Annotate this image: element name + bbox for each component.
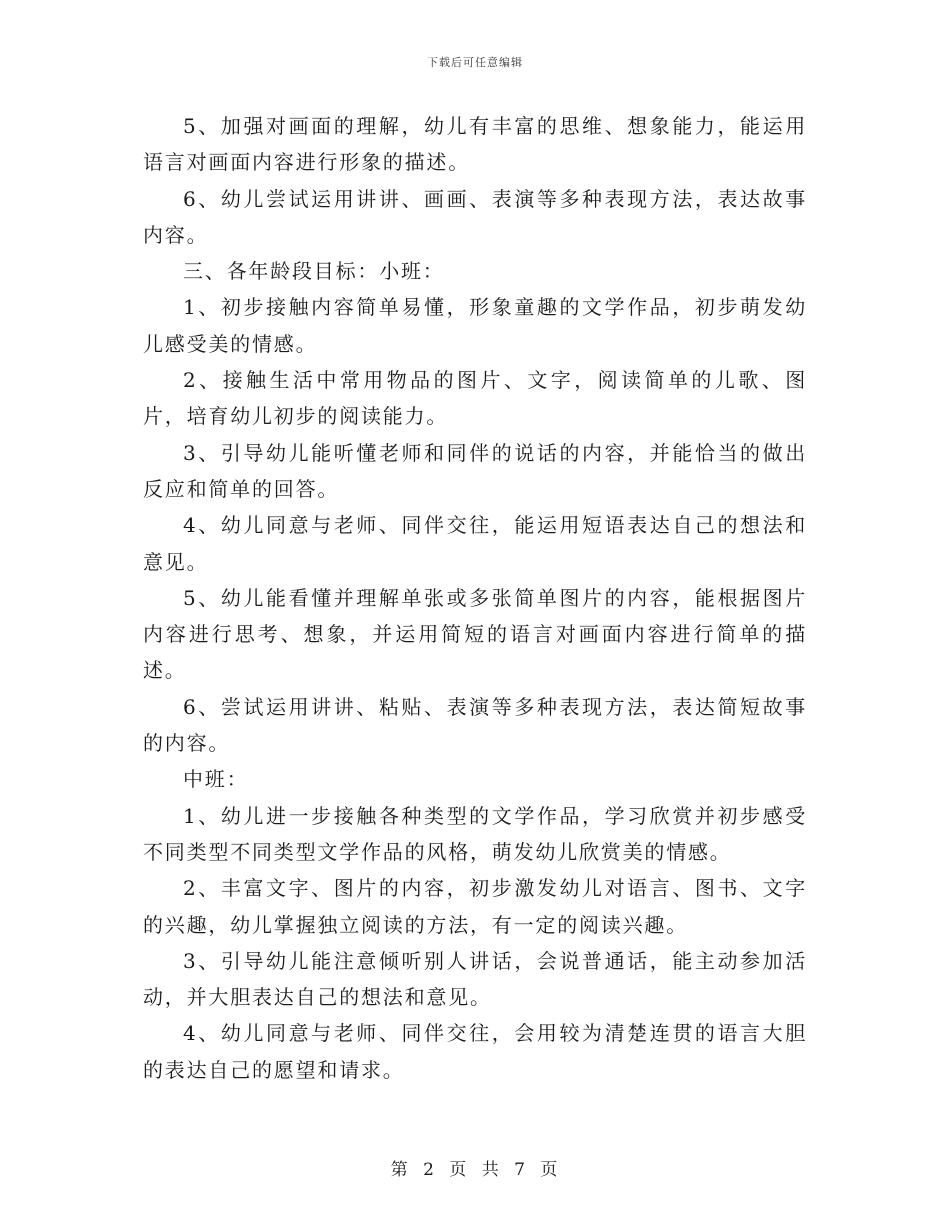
section-heading-age-goals: 三、各年龄段目标：小班： (183, 259, 445, 284)
paragraph-4: 2、接触生活中常用物品的图片、文字，阅读简单的儿歌、图片，培育幼儿初步的阅读能力。 (143, 368, 807, 429)
document-body (143, 108, 807, 1088)
paragraph-2: 6、幼儿尝试运用讲讲、画画、表演等多种表现方法，表达故事内容。 (143, 186, 807, 247)
paragraph-12: 4、幼儿同意与老师、同伴交往，会用较为清楚连贯的语言大胆的表达自己的愿望和请求。 (143, 1021, 807, 1082)
page-footer-page-number: 第 2 页 共 7 页 (390, 1160, 560, 1180)
page-header: 下载后可任意编辑 (427, 56, 523, 69)
paragraph-6: 4、幼儿同意与老师、同伴交往，能运用短语表达自己的想法和意见。 (143, 513, 807, 574)
paragraph-5: 3、引导幼儿能听懂老师和同伴的说话的内容，并能恰当的做出反应和简单的回答。 (143, 440, 807, 501)
paragraph-8: 6、尝试运用讲讲、粘贴、表演等多种表现方法，表达简短故事的内容。 (143, 694, 807, 756)
paragraph-7: 5、幼儿能看懂并理解单张或多张简单图片的内容，能根据图片内容进行思考、想象，并运用简短的语言对画面内容进行简单的描述。 (143, 585, 807, 683)
paragraph-3: 1、初步接触内容简单易懂，形象童趣的文学作品，初步萌发幼儿感受美的情感。 (143, 295, 807, 356)
paragraph-10: 2、丰富文字、图片的内容，初步激发幼儿对语言、图书、文字的兴趣，幼儿掌握独立阅读的方法，有一定的阅读兴趣。 (143, 876, 807, 937)
paragraph-9: 1、幼儿进一步接触各种类型的文学作品，学习欣赏并初步感受不同类型不同类型文学作品的风格，萌发幼儿欣赏美的情感。 (143, 803, 807, 864)
subheading-middle-class: 中班： (183, 767, 249, 792)
paragraph-1: 5、加强对画面的理解，幼儿有丰富的思维、想象能力，能运用语言对画面内容进行形象的描述。 (143, 114, 807, 175)
paragraph-11: 3、引导幼儿能注意倾听别人讲话，会说普通话，能主动参加活动，并大胆表达自己的想法和意见。 (143, 948, 807, 1010)
